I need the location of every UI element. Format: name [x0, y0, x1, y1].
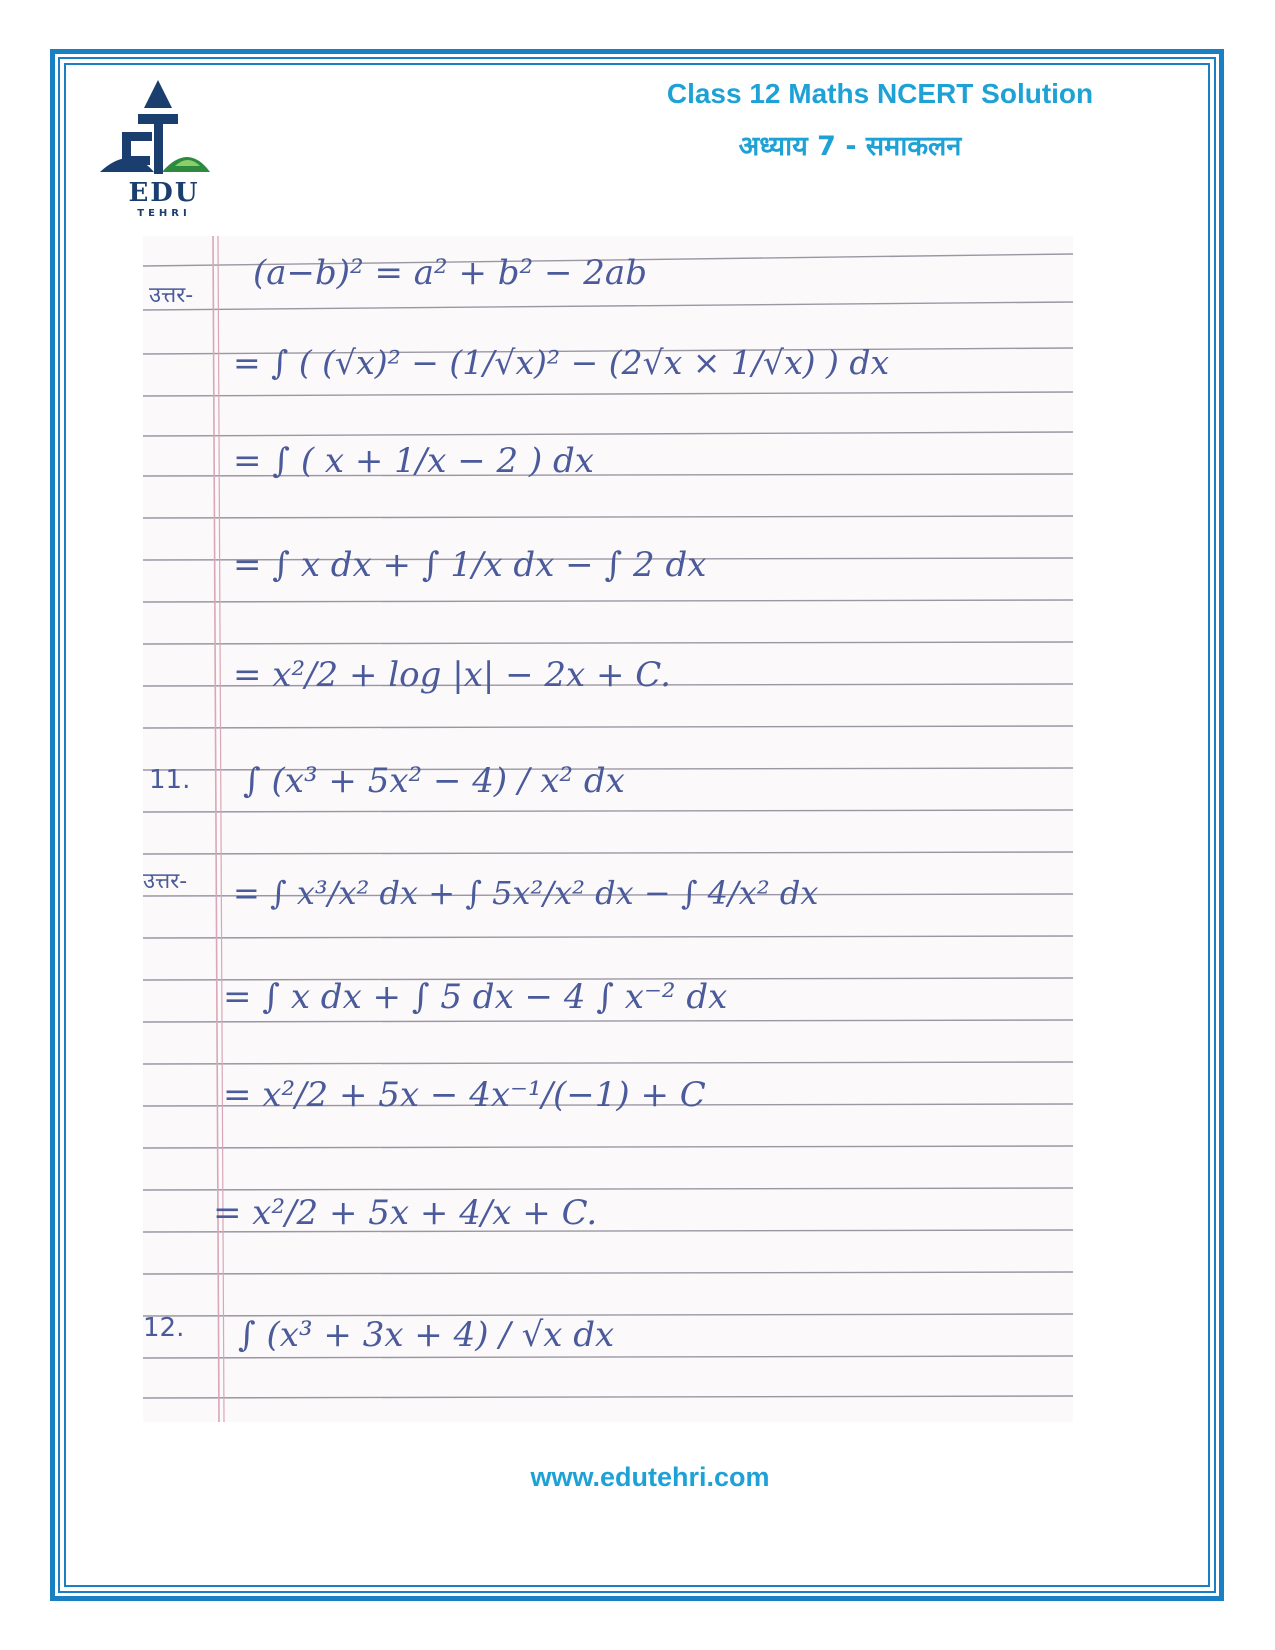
question-11-number: 11. — [149, 765, 191, 795]
q10-step-2: = ∫ ( x + 1/x − 2 ) dx — [233, 441, 594, 481]
chapter-title: अध्याय 7 - समाकलन — [738, 131, 962, 162]
q11-step-4: = x²/2 + 5x + 4/x + C. — [213, 1193, 598, 1233]
notebook-page — [143, 236, 1073, 1422]
question-12-integral: ∫ (x³ + 3x + 4) / √x dx — [238, 1315, 615, 1355]
question-11-integral: ∫ (x³ + 5x² − 4) / x² dx — [243, 761, 625, 801]
q10-step-1: = ∫ ( (√x)² − (1/√x)² − (2√x × 1/√x) ) dx — [233, 343, 890, 382]
answer-label-11: उत्तर- — [143, 869, 188, 894]
q11-step-3: = x²/2 + 5x − 4x⁻¹/(−1) + C — [223, 1075, 706, 1115]
q11-step-2: = ∫ x dx + ∫ 5 dx − 4 ∫ x⁻² dx — [223, 977, 728, 1017]
logo-text: EDU — [128, 178, 200, 208]
q10-identity: (a−b)² = a² + b² − 2ab — [253, 253, 647, 293]
logo-subtext: TEHRI — [137, 208, 191, 219]
question-12-number: 12. — [143, 1313, 185, 1343]
page-title: Class 12 Maths NCERT Solution — [666, 78, 1094, 109]
q10-step-3: = ∫ x dx + ∫ 1/x dx − ∫ 2 dx — [233, 545, 707, 585]
answer-label: उत्तर- — [149, 283, 194, 308]
handwritten-notebook-photo — [143, 236, 1073, 1422]
q11-step-1: = ∫ x³/x² dx + ∫ 5x²/x² dx − ∫ 4/x² dx — [233, 874, 819, 912]
q10-step-4: = x²/2 + log |x| − 2x + C. — [233, 655, 671, 695]
footer-website-link[interactable]: www.edutehri.com — [530, 1462, 770, 1492]
